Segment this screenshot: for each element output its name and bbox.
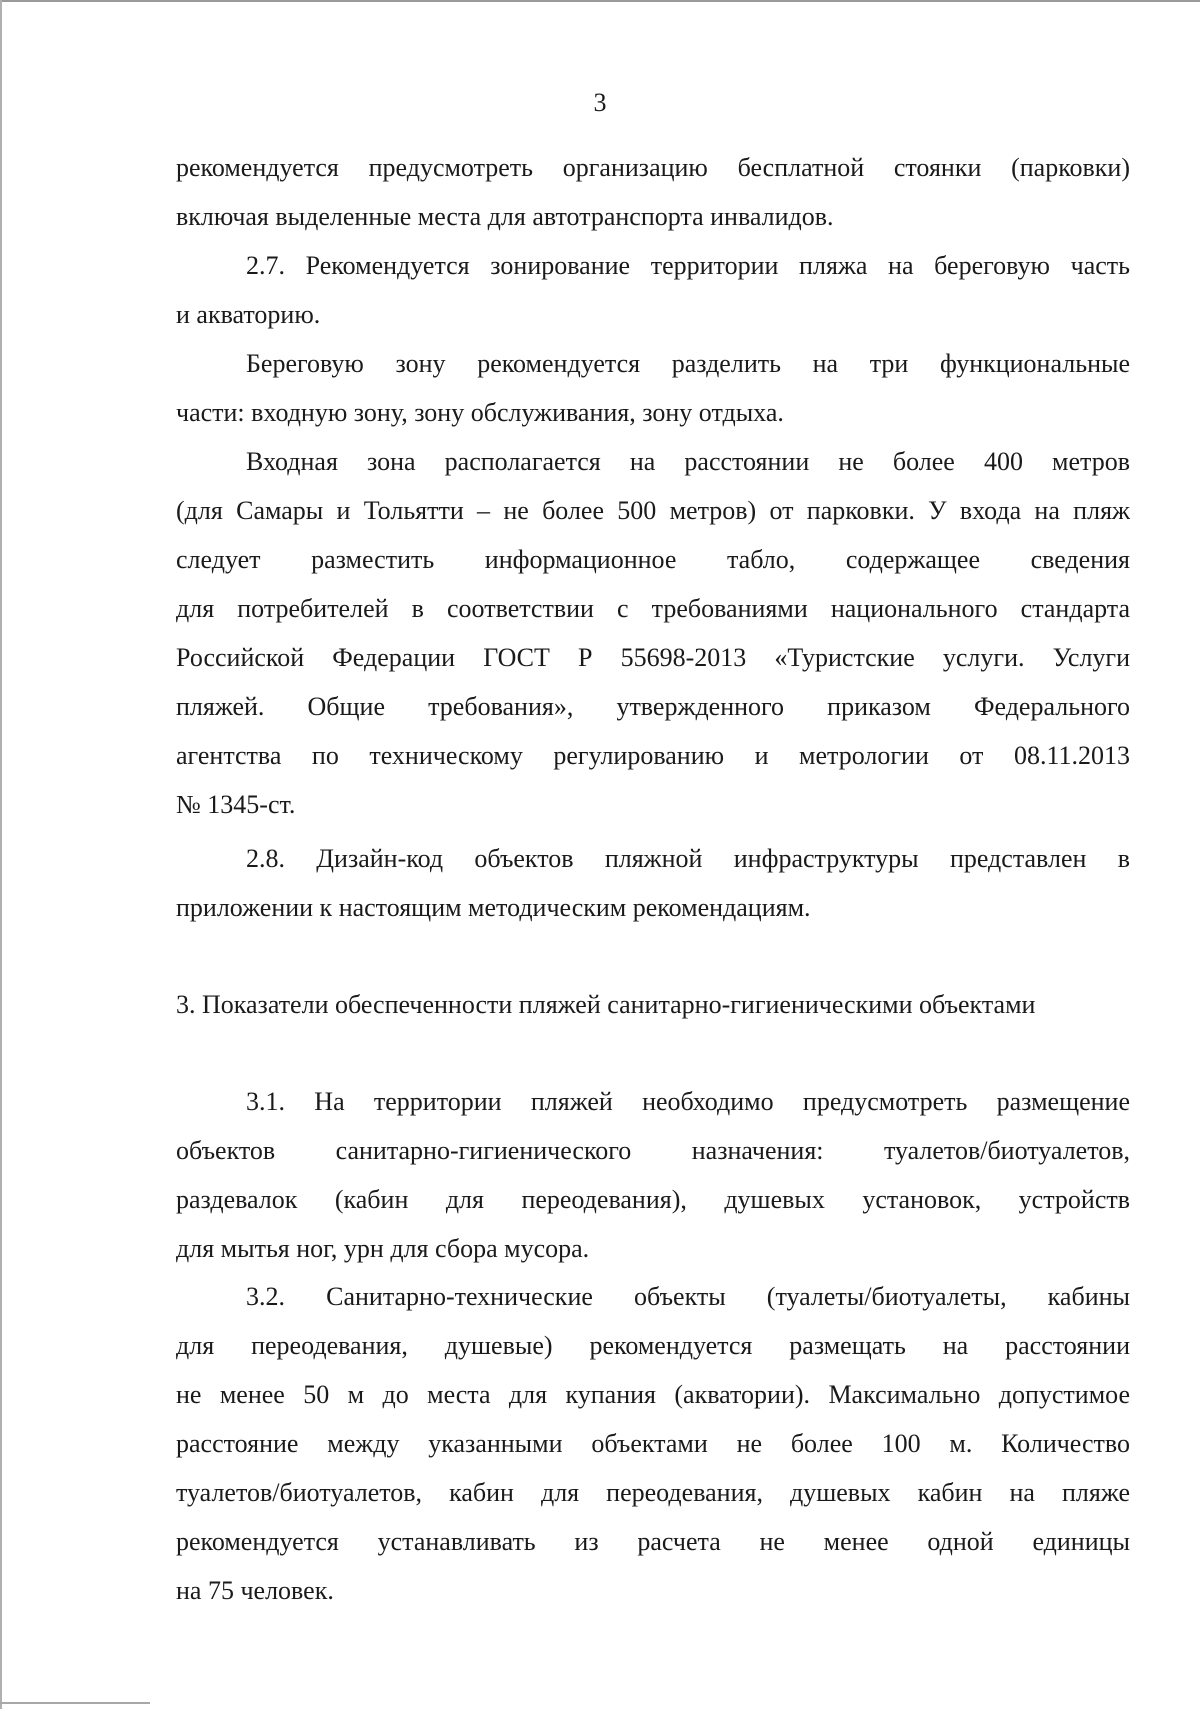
text-line: и акваторию. bbox=[176, 300, 321, 329]
text-line: 2.7. Рекомендуется зонирование территории пляжа на береговую часть bbox=[246, 251, 1130, 280]
text-line: Входная зона располагается на расстоянии не более 400 метров bbox=[246, 447, 1130, 476]
section-3-heading bbox=[176, 980, 1130, 1029]
text-line: туалетов/биотуалетов, кабин для переодевания, душевых кабин на пляже bbox=[176, 1478, 1130, 1507]
text-line: 2.8. Дизайн-код объектов пляжной инфраструктуры представлен в bbox=[246, 844, 1130, 873]
text-line: рекомендуется устанавливать из расчета не менее одной единицы bbox=[176, 1527, 1130, 1556]
text-line: (для Самары и Тольятти – не более 500 метров) от парковки. У входа на пляж bbox=[176, 496, 1130, 525]
text-line: расстояние между указанными объектами не более 100 м. Количество bbox=[176, 1429, 1130, 1458]
text-line: Береговую зону рекомендуется разделить на три функциональные bbox=[246, 349, 1130, 378]
text-line: для переодевания, душевые) рекомендуется размещать на расстоянии bbox=[176, 1331, 1130, 1360]
paragraph-coastal-zone bbox=[176, 339, 1130, 437]
paragraph-3-1 bbox=[176, 1077, 1130, 1273]
text-line: для мытья ног, урн для сбора мусора. bbox=[176, 1234, 590, 1263]
text-line: Российской Федерации ГОСТ Р 55698-2013 «Туристские услуги. Услуги bbox=[176, 643, 1130, 672]
text-line: на 75 человек. bbox=[176, 1576, 334, 1605]
text-line: объектов санитарно-гигиенического назначения: туалетов/биотуалетов, bbox=[176, 1136, 1130, 1165]
scan-edge-left bbox=[0, 0, 2, 1709]
text-line: раздевалок (кабин для переодевания), душевых установок, устройств bbox=[176, 1185, 1130, 1214]
text-line: № 1345-ст. bbox=[176, 790, 296, 819]
text-line: включая выделенные места для автотранспорта инвалидов. bbox=[176, 202, 834, 231]
scan-edge-bottom bbox=[0, 1702, 150, 1704]
paragraph-2-7 bbox=[176, 241, 1130, 339]
text-line: рекомендуется предусмотреть организацию бесплатной стоянки (парковки) bbox=[176, 153, 1130, 182]
text-line: пляжей. Общие требования», утвержденного приказом Федерального bbox=[176, 692, 1130, 721]
text-line: для потребителей в соответствии с требованиями национального стандарта bbox=[176, 594, 1130, 623]
text-line: не менее 50 м до места для купания (акватории). Максимально допустимое bbox=[176, 1380, 1130, 1409]
paragraph-2-8 bbox=[176, 834, 1130, 932]
text-line: части: входную зону, зону обслуживания, зону отдыха. bbox=[176, 398, 784, 427]
paragraph-3-2 bbox=[176, 1272, 1130, 1615]
text-line: 3.1. На территории пляжей необходимо предусмотреть размещение bbox=[246, 1087, 1130, 1116]
page-number: 3 bbox=[593, 88, 607, 117]
text-line: 3.2. Санитарно-технические объекты (туалеты/биотуалеты, кабины bbox=[246, 1282, 1130, 1311]
text-line: следует разместить информационное табло, содержащее сведения bbox=[176, 545, 1130, 574]
section-heading-text: 3. Показатели обеспеченности пляжей санитарно-гигиеническими объектами bbox=[176, 990, 1036, 1019]
intro-paragraph bbox=[176, 143, 1130, 241]
text-line: агентства по техническому регулированию и метрологии от 08.11.2013 bbox=[176, 741, 1130, 770]
paragraph-entry-zone bbox=[176, 437, 1130, 829]
text-line: приложении к настоящим методическим рекомендациям. bbox=[176, 893, 811, 922]
scan-edge-top bbox=[0, 0, 1200, 2]
